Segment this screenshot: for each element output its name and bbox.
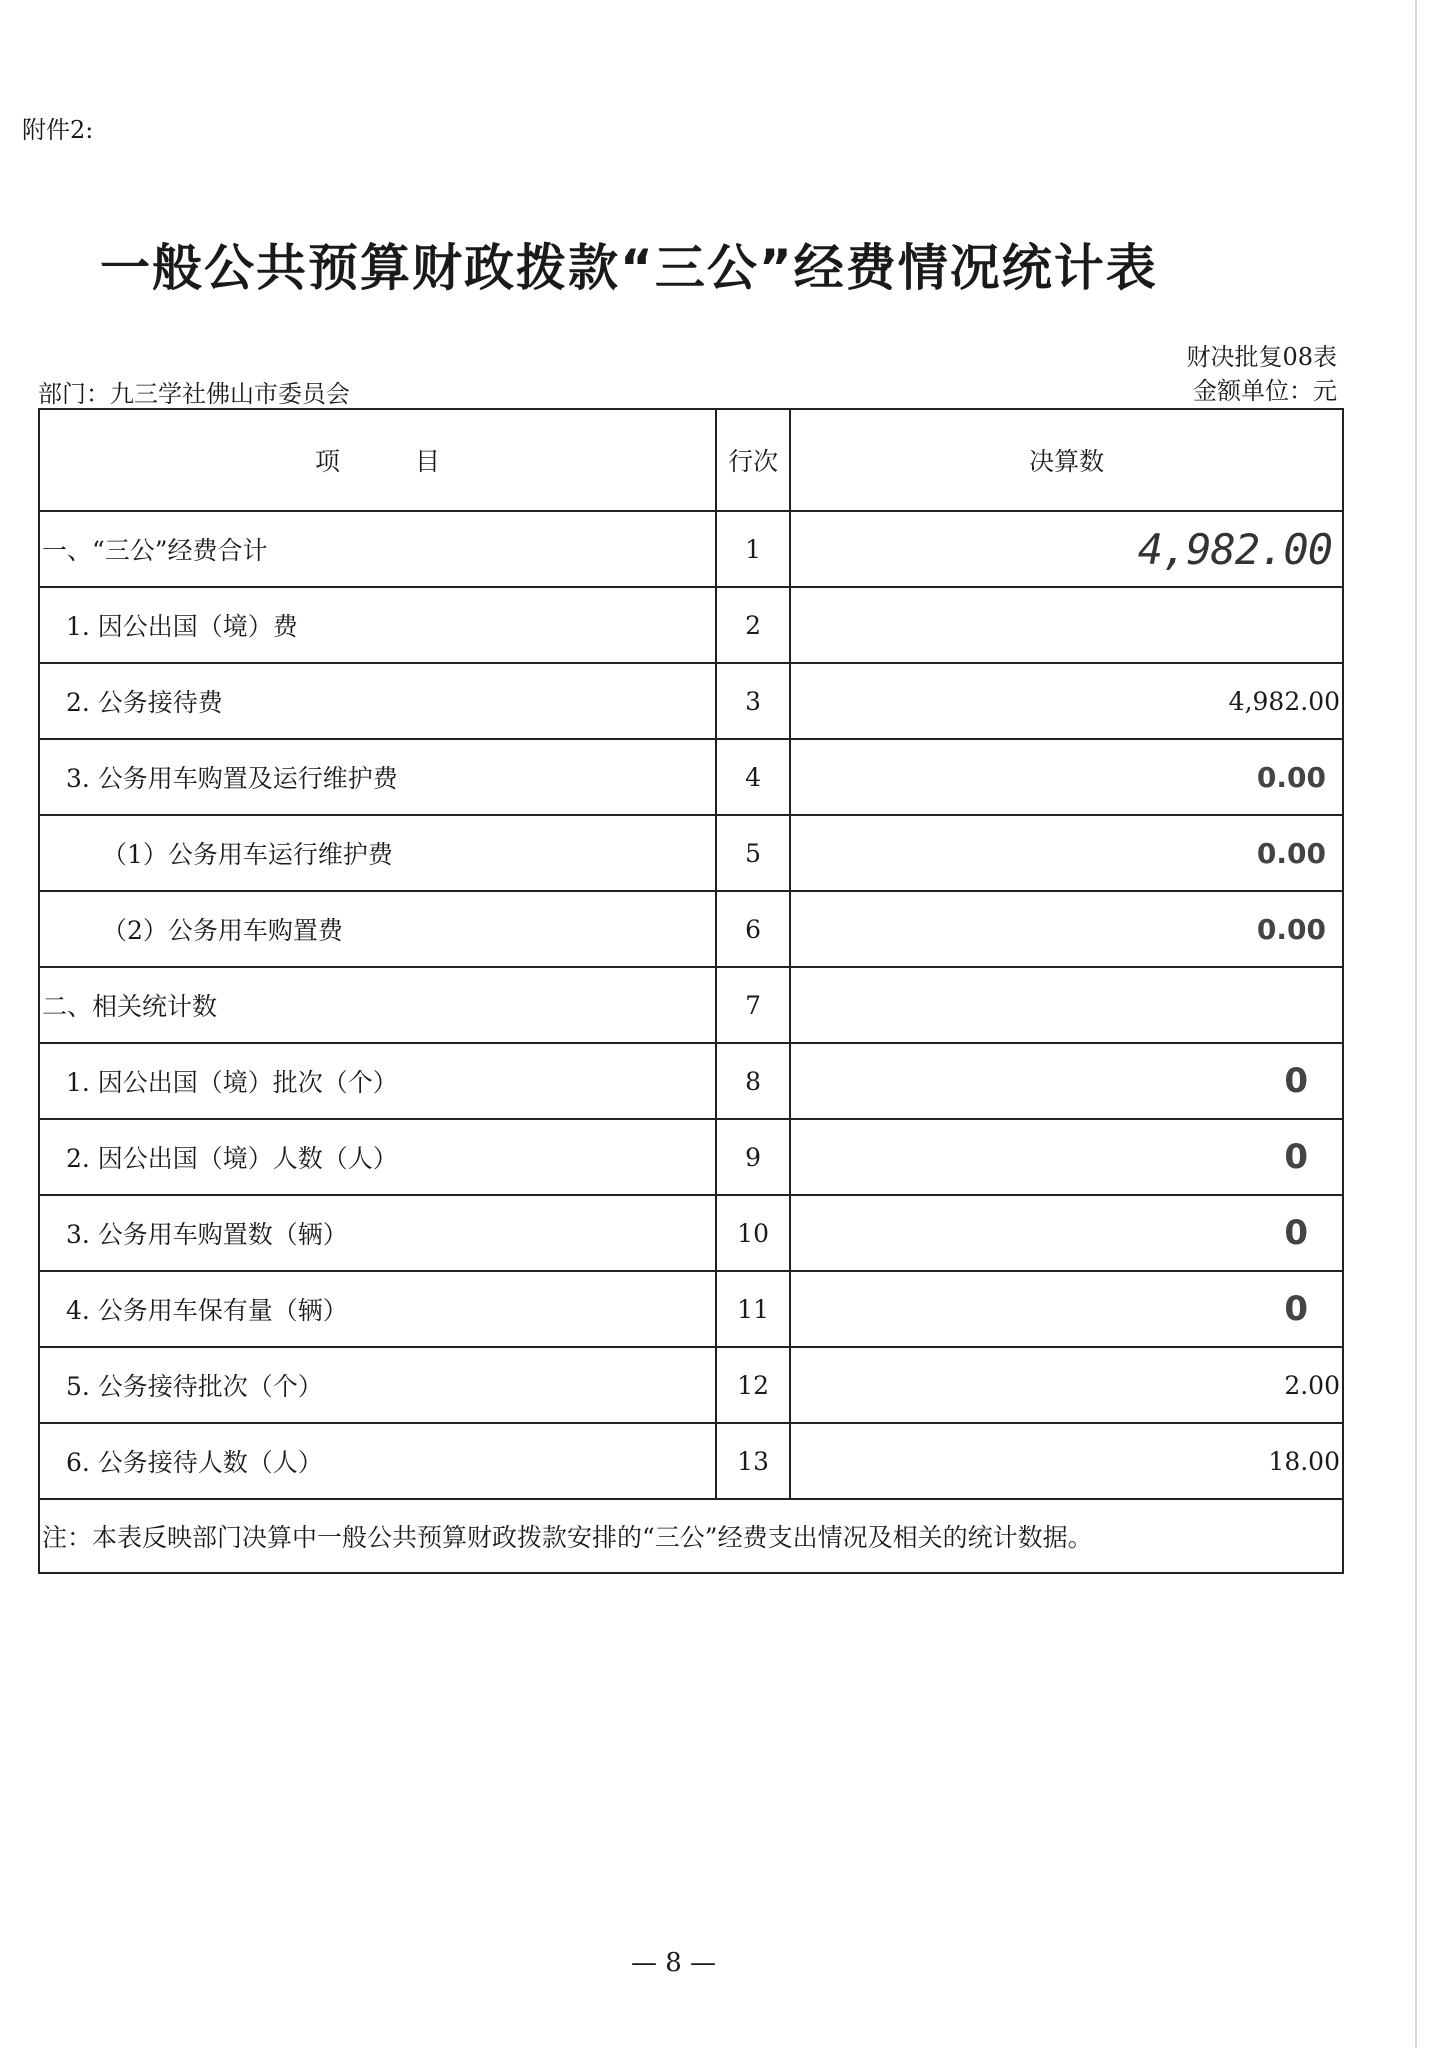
header-row-number: 行次 <box>716 409 790 511</box>
row-item: 1. 因公出国（境）费 <box>39 587 716 663</box>
page-number: — 8 — <box>630 1948 717 1978</box>
table-row <box>39 511 1343 587</box>
table-row <box>39 1043 1343 1119</box>
table-row <box>39 663 1343 739</box>
row-number: 7 <box>716 967 790 1043</box>
row-value: 0 <box>790 1119 1343 1195</box>
table-row <box>39 1195 1343 1271</box>
row-item: 2. 因公出国（境）人数（人） <box>39 1119 716 1195</box>
statistics-table <box>38 408 1344 1574</box>
row-item: 一、“三公”经费合计 <box>39 511 716 587</box>
form-meta <box>1186 340 1337 408</box>
row-number: 4 <box>716 739 790 815</box>
document-title: 一般公共预算财政拨款“三公”经费情况统计表 <box>100 239 1158 297</box>
row-value: 0.00 <box>790 815 1343 891</box>
row-item: 2. 公务接待费 <box>39 663 716 739</box>
table-header-row <box>39 409 1343 511</box>
row-value <box>790 967 1343 1043</box>
row-item: 3. 公务用车购置及运行维护费 <box>39 739 716 815</box>
table-note-row <box>39 1499 1343 1573</box>
row-value: 0 <box>790 1271 1343 1347</box>
row-item: 3. 公务用车购置数（辆） <box>39 1195 716 1271</box>
unit-label: 金额单位：元 <box>1193 377 1337 405</box>
row-item: 5. 公务接待批次（个） <box>39 1347 716 1423</box>
header-value: 决算数 <box>790 409 1343 511</box>
row-value: 18.00 <box>790 1423 1343 1499</box>
row-number: 12 <box>716 1347 790 1423</box>
table-row <box>39 891 1343 967</box>
table-row <box>39 1271 1343 1347</box>
row-number: 2 <box>716 587 790 663</box>
row-value: 0 <box>790 1043 1343 1119</box>
page-edge <box>1415 0 1417 2048</box>
attachment-label: 附件2: <box>22 116 94 144</box>
table-row <box>39 815 1343 891</box>
row-value: 2.00 <box>790 1347 1343 1423</box>
form-code: 财决批复08表 <box>1186 343 1337 371</box>
header-item: 项 目 <box>39 409 716 511</box>
row-number: 8 <box>716 1043 790 1119</box>
row-number: 13 <box>716 1423 790 1499</box>
row-value <box>790 587 1343 663</box>
row-number: 9 <box>716 1119 790 1195</box>
row-value: 0.00 <box>790 739 1343 815</box>
row-value: 0 <box>790 1195 1343 1271</box>
table-row <box>39 1119 1343 1195</box>
table-row <box>39 739 1343 815</box>
row-item: 1. 因公出国（境）批次（个） <box>39 1043 716 1119</box>
row-value: 4,982.00 <box>790 511 1343 587</box>
row-value: 4,982.00 <box>790 663 1343 739</box>
row-number: 11 <box>716 1271 790 1347</box>
table-row <box>39 967 1343 1043</box>
row-item: 6. 公务接待人数（人） <box>39 1423 716 1499</box>
row-item: （1）公务用车运行维护费 <box>39 815 716 891</box>
row-item: （2）公务用车购置费 <box>39 891 716 967</box>
row-number: 6 <box>716 891 790 967</box>
row-number: 5 <box>716 815 790 891</box>
row-item: 二、相关统计数 <box>39 967 716 1043</box>
table-row <box>39 587 1343 663</box>
table-row <box>39 1347 1343 1423</box>
department-label: 部门：九三学社佛山市委员会 <box>38 380 350 408</box>
row-number: 1 <box>716 511 790 587</box>
row-number: 10 <box>716 1195 790 1271</box>
row-value: 0.00 <box>790 891 1343 967</box>
row-item: 4. 公务用车保有量（辆） <box>39 1271 716 1347</box>
table-note: 注：本表反映部门决算中一般公共预算财政拨款安排的“三公”经费支出情况及相关的统计数据。 <box>39 1499 1343 1573</box>
table-row <box>39 1423 1343 1499</box>
row-number: 3 <box>716 663 790 739</box>
